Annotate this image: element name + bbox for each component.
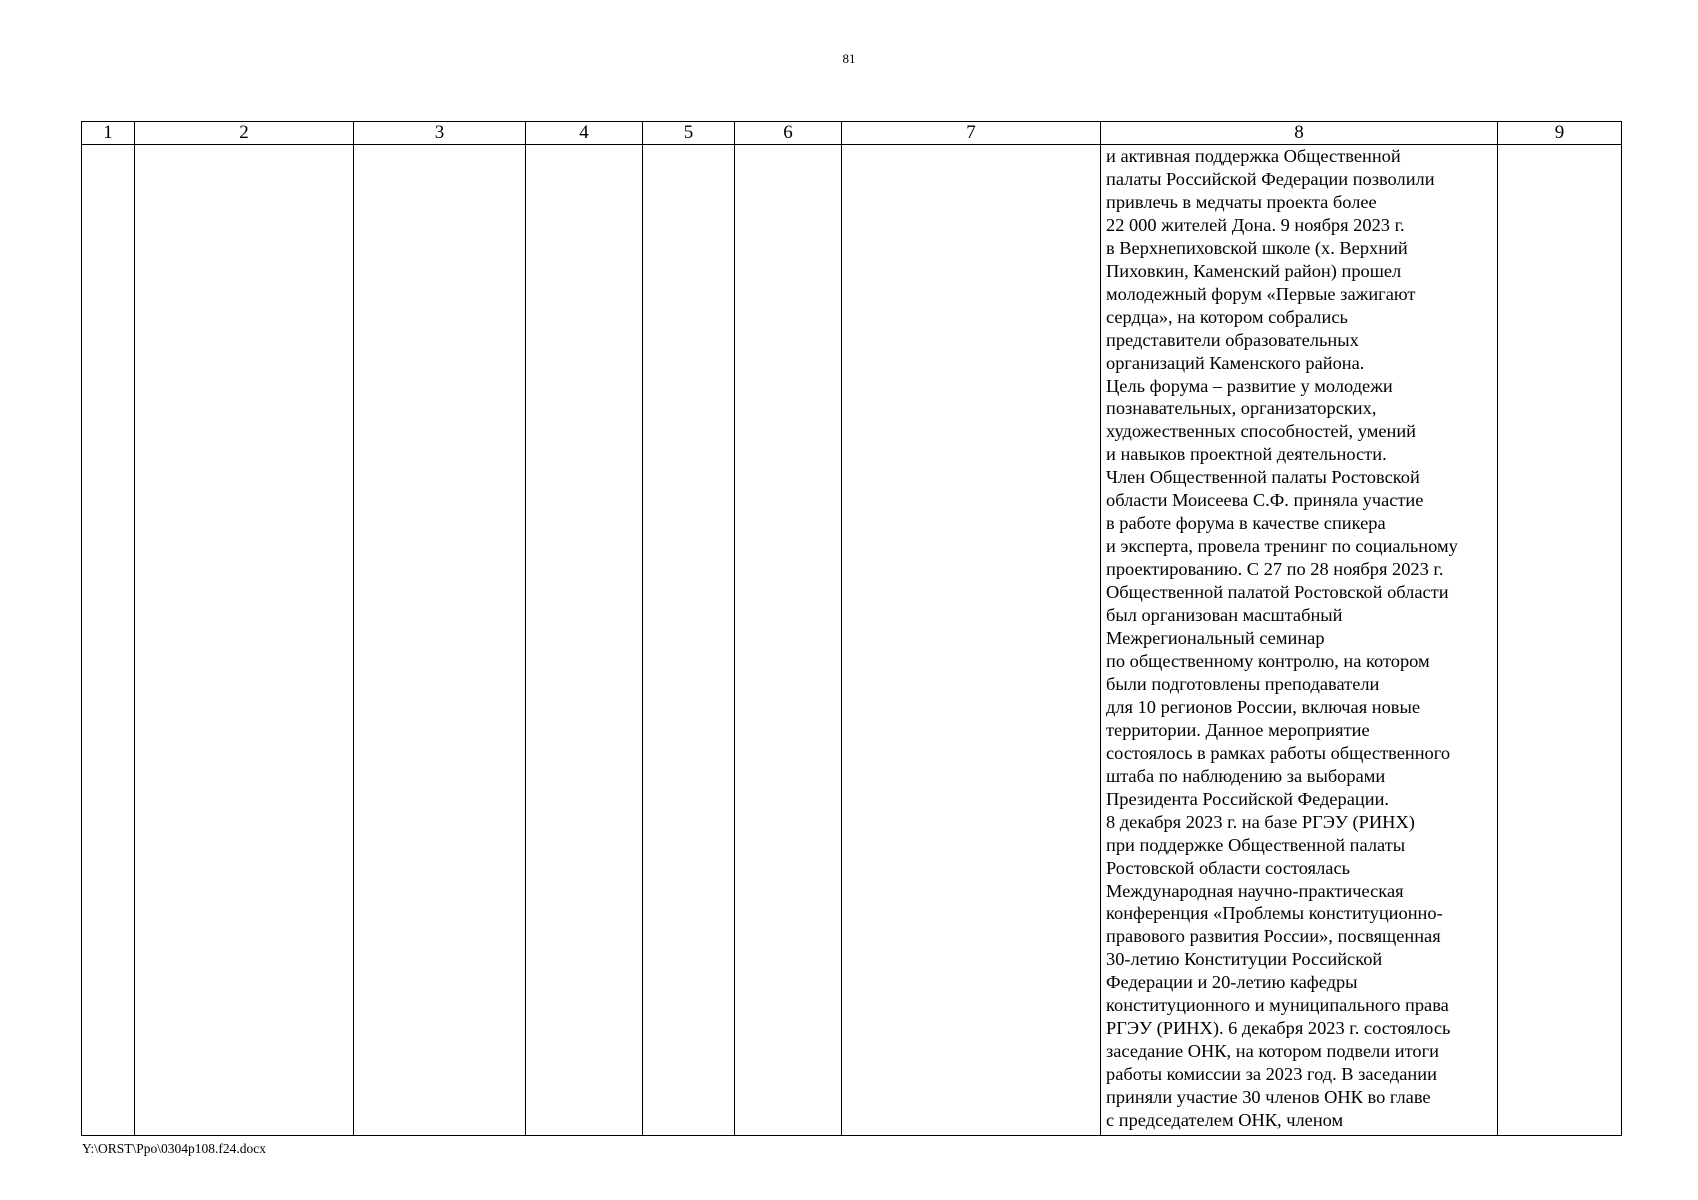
cell-col-7	[842, 145, 1101, 1136]
column-header-3: 3	[354, 122, 526, 145]
column-header-8: 8	[1101, 122, 1498, 145]
text-line: 22 000 жителей Дона. 9 ноября 2023 г.	[1106, 214, 1405, 235]
text-line: с председателем ОНК, членом	[1106, 1110, 1344, 1131]
text-line: и активная поддержка Общественной	[1106, 146, 1401, 166]
cell-col-6	[735, 145, 842, 1136]
cell-col-3	[354, 145, 526, 1136]
text-line: Общественной палатой Ростовской области	[1106, 582, 1449, 603]
cell-col-9	[1498, 145, 1622, 1136]
column-header-4: 4	[526, 122, 643, 145]
table-row	[82, 145, 1622, 1136]
text-line: штаба по наблюдению за выборами	[1106, 765, 1386, 786]
text-line: Пиховкин, Каменский район) прошел	[1106, 260, 1402, 281]
text-line: в работе форума в качестве спикера	[1106, 513, 1386, 534]
text-line: сердца», на котором собрались	[1106, 306, 1348, 327]
text-line: был организован масштабный	[1106, 605, 1343, 626]
text-line: состоялось в рамках работы общественного	[1106, 742, 1451, 763]
text-line: Цель форума – развитие у молодежи	[1106, 375, 1393, 396]
column-header-7: 7	[842, 122, 1101, 145]
text-line: при поддержке Общественной палаты	[1106, 834, 1406, 855]
text-line: Ростовской области состоялась	[1106, 857, 1350, 878]
text-line: Федерации и 20-летию кафедры	[1106, 972, 1358, 993]
text-line: Президента Российской Федерации.	[1106, 788, 1390, 809]
data-table	[81, 121, 1622, 1136]
cell-col-4	[526, 145, 643, 1136]
text-line: по общественному контролю, на котором	[1106, 650, 1430, 671]
column-header-5: 5	[643, 122, 735, 145]
text-line: заседание ОНК, на котором подвели итоги	[1106, 1041, 1439, 1062]
text-line: молодежный форум «Первые зажигают	[1106, 283, 1416, 304]
text-line: конференция «Проблемы конституционно-	[1106, 903, 1443, 924]
text-line: были подготовлены преподаватели	[1106, 673, 1380, 694]
cell-col-2	[135, 145, 354, 1136]
text-line: приняли участие 30 членов ОНК во главе	[1106, 1087, 1431, 1108]
text-line: познавательных, организаторских,	[1106, 398, 1377, 419]
text-line: Член Общественной палаты Ростовской	[1106, 467, 1420, 488]
footer-file-path: Y:\ORST\Ppo\0304p108.f24.docx	[82, 1141, 267, 1156]
text-line: палаты Российской Федерации позволили	[1106, 168, 1435, 189]
column-header-6: 6	[735, 122, 842, 145]
text-line: правового развития России», посвященная	[1106, 926, 1441, 947]
text-line: области Моисеева С.Ф. приняла участие	[1106, 490, 1424, 511]
cell-col-8-text	[1101, 145, 1497, 1132]
cell-col-5	[643, 145, 735, 1136]
text-line: Международная научно-практическая	[1106, 880, 1404, 901]
cell-col-8	[1101, 145, 1498, 1136]
text-line: для 10 регионов России, включая новые	[1106, 696, 1421, 717]
page-number: 81	[842, 51, 856, 66]
cell-col-1	[82, 145, 135, 1136]
text-line: проектированию. С 27 по 28 ноября 2023 г.	[1106, 559, 1444, 580]
text-line: привлечь в медчаты проекта более	[1106, 191, 1377, 212]
text-line: в Верхнепиховской школе (х. Верхний	[1106, 237, 1408, 258]
text-line: и навыков проектной деятельности.	[1106, 444, 1387, 465]
text-line: территории. Данное мероприятие	[1106, 719, 1370, 740]
text-line: конституционного и муниципального права	[1106, 995, 1449, 1016]
text-line: 8 декабря 2023 г. на базе РГЭУ (РИНХ)	[1106, 811, 1415, 832]
text-line: 30-летию Конституции Российской	[1106, 949, 1383, 970]
column-header-1: 1	[82, 122, 135, 145]
column-header-9: 9	[1498, 122, 1622, 145]
text-line: Межрегиональный семинар	[1106, 628, 1325, 649]
text-line: организаций Каменского района.	[1106, 352, 1365, 373]
text-line: представители образовательных	[1106, 329, 1359, 350]
text-line: художественных способностей, умений	[1106, 421, 1417, 442]
text-line: и эксперта, провела тренинг по социальному	[1106, 536, 1458, 557]
header-row	[82, 122, 1622, 145]
text-line: РГЭУ (РИНХ). 6 декабря 2023 г. состоялось	[1106, 1018, 1451, 1039]
column-header-2: 2	[135, 122, 354, 145]
text-line: работы комиссии за 2023 год. В заседании	[1106, 1064, 1437, 1085]
